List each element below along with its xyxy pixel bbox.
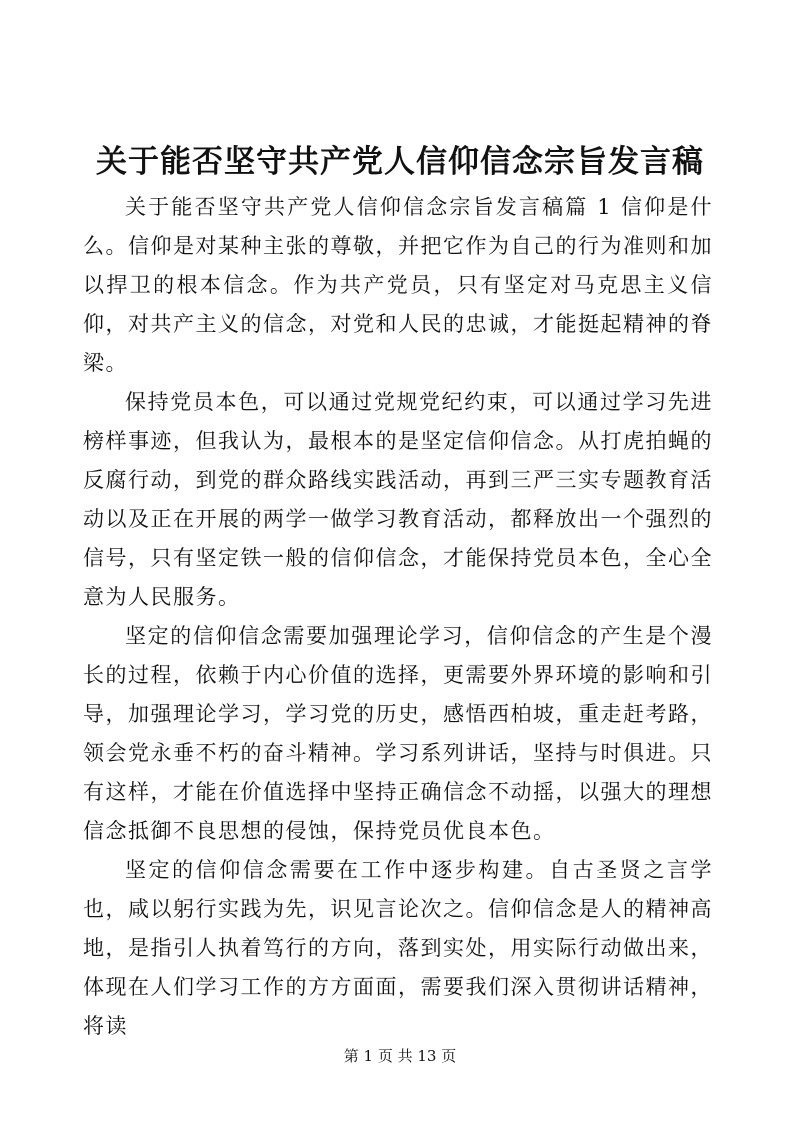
document-body — [83, 188, 713, 1046]
paragraph-1: 关于能否坚守共产党人信仰信念宗旨发言稿篇 1 信仰是什么。信仰是对某种主张的尊敬，并把它作为自己的行为准则和加以捍卫的根本信念。作为共产党员，只有坚定对马克思主义信仰，对共产主义的信念，对党和人民的忠诚，才能挺起精神的脊梁。 — [83, 195, 713, 375]
paragraph-4: 坚定的信仰信念需要在工作中逐步构建。自古圣贤之言学也，咸以躬行实践为先，识见言论次之。信仰信念是人的精神高地，是指引人执着笃行的方向，落到实处，用实际行动做出来，体现在人们学习工作的方方面面，需要我们深入贯彻讲话精神，将读 — [83, 858, 713, 1038]
paragraph-3: 坚定的信仰信念需要加强理论学习，信仰信念的产生是个漫长的过程，依赖于内心价值的选择，更需要外界环境的影响和引导，加强理论学习，学习党的历史，感悟西柏坡，重走赶考路，领会党永垂不朽的奋斗精神。学习系列讲话，坚持与时俱进。只有这样，才能在价值选择中坚持正确信念不动摇，以强大的理想信念抵御不良思想的侵蚀，保持党员优良本色。 — [83, 624, 713, 843]
document-title: 关于能否坚守共产党人信仰信念宗旨发言稿 — [96, 144, 704, 180]
paragraph-2: 保持党员本色，可以通过党规党纪约束，可以通过学习先进榜样事迹，但我认为，最根本的是坚定信仰信念。从打虎拍蝇的反腐行动，到党的群众路线实践活动，再到三严三实专题教育活动以及正在开展的两学一做学习教育活动，都释放出一个强烈的信号，只有坚定铁一般的信仰信念，才能保持党员本色，全心全意为人民服务。 — [83, 390, 713, 609]
page-footer: 第 1 页 共 13 页 — [343, 1047, 457, 1065]
